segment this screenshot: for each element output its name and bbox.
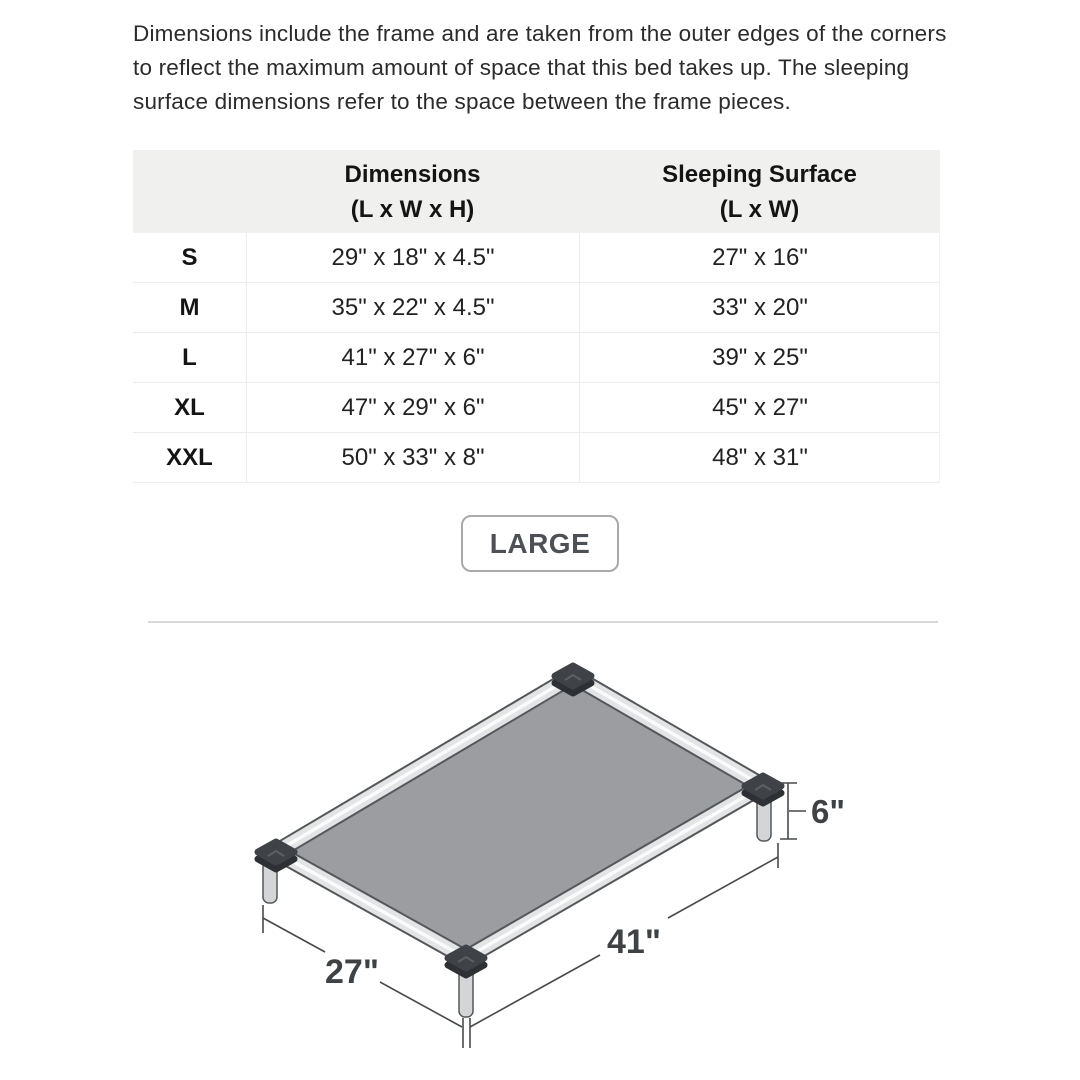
sleeping-value: 27" x 16" bbox=[579, 233, 940, 282]
dimensions-value: 47" x 29" x 6" bbox=[246, 383, 579, 432]
height-dimension-label: 6" bbox=[811, 793, 845, 830]
width-dimension-line-b bbox=[380, 982, 462, 1027]
header-sleeping-surface bbox=[579, 157, 940, 227]
size-label: L bbox=[182, 343, 197, 371]
front-corner-cap bbox=[448, 948, 484, 975]
size-table bbox=[133, 150, 940, 483]
size-label: M bbox=[179, 293, 200, 321]
sleeping-value: 39" x 25" bbox=[579, 333, 940, 382]
table-row-s bbox=[133, 233, 940, 283]
bed-diagram bbox=[0, 640, 1080, 1080]
size-label: S bbox=[181, 243, 198, 271]
header-sleeping-units: (L x W) bbox=[719, 195, 800, 223]
table-row-xl bbox=[133, 383, 940, 433]
table-row-l bbox=[133, 333, 940, 383]
dimensions-value: 41" x 27" x 6" bbox=[246, 333, 579, 382]
dimensions-value: 29" x 18" x 4.5" bbox=[246, 233, 579, 282]
left-corner-cap bbox=[258, 842, 294, 869]
size-table-header bbox=[133, 150, 940, 233]
header-dimensions-units: (L x W x H) bbox=[350, 195, 475, 223]
length-dimension-line-b bbox=[668, 857, 778, 918]
selected-size-button[interactable]: LARGE bbox=[461, 515, 619, 572]
dimensions-value: 50" x 33" x 8" bbox=[246, 433, 579, 482]
sleeping-value: 33" x 20" bbox=[579, 283, 940, 332]
header-dimensions-title: Dimensions bbox=[344, 160, 481, 188]
top-corner-cap bbox=[555, 666, 591, 693]
table-row-xxl bbox=[133, 433, 940, 483]
sleeping-value: 48" x 31" bbox=[579, 433, 940, 482]
length-dimension-line-a bbox=[470, 955, 600, 1027]
dimensions-value: 35" x 22" x 4.5" bbox=[246, 283, 579, 332]
table-row-m bbox=[133, 283, 940, 333]
size-label: XXL bbox=[166, 443, 213, 471]
header-sleeping-title: Sleeping Surface bbox=[662, 160, 857, 188]
sleeping-value: 45" x 27" bbox=[579, 383, 940, 432]
dimensions-description bbox=[133, 17, 1033, 119]
header-dimensions bbox=[246, 157, 579, 227]
size-label: XL bbox=[174, 393, 205, 421]
description-line-2: to reflect the maximum amount of space that this bed takes up. The sleeping bbox=[133, 55, 910, 80]
right-corner-cap bbox=[745, 776, 781, 803]
width-dimension-line-a bbox=[263, 918, 325, 952]
length-dimension-label: 41" bbox=[607, 923, 661, 961]
section-divider bbox=[148, 621, 938, 623]
description-line-1: Dimensions include the frame and are taken from the outer edges of the corners bbox=[133, 21, 947, 46]
description-line-3: surface dimensions refer to the space between the frame pieces. bbox=[133, 89, 791, 114]
width-dimension-label: 27" bbox=[325, 953, 379, 991]
